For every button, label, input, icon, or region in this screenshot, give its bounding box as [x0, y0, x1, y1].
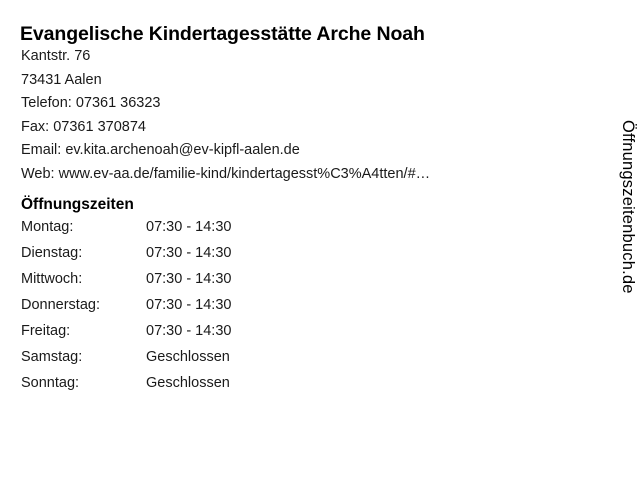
hours-value: Geschlossen: [146, 375, 230, 391]
opening-hours-heading: Öffnungszeiten: [21, 195, 134, 213]
hours-value: 07:30 - 14:30: [146, 219, 232, 235]
email-line[interactable]: Email: ev.kita.archenoah@ev-kipfl-aalen.de: [21, 142, 300, 158]
day-label: Sonntag:: [21, 375, 80, 391]
day-label: Samstag:: [21, 349, 83, 365]
hours-value: 07:30 - 14:30: [146, 297, 232, 313]
watermark-brand-label: Öffnungszeitenbuch.de: [619, 120, 637, 294]
website-line[interactable]: Web: www.ev-aa.de/familie-kind/kindertagesst%C3%A4tten/#…: [21, 165, 431, 182]
hours-value: 07:30 - 14:30: [146, 323, 232, 339]
table-row: [21, 370, 326, 396]
address-street: Kantstr. 76: [21, 48, 91, 64]
address-city: 73431 Aalen: [21, 71, 102, 88]
day-label: Freitag:: [21, 323, 71, 339]
phone-line: Telefon: 07361 36323: [21, 95, 161, 111]
day-label: Donnerstag:: [21, 297, 100, 313]
table-row: [21, 344, 326, 370]
table-row: [21, 214, 326, 240]
table-row: [21, 240, 326, 266]
table-row: [21, 266, 326, 292]
day-label: Mittwoch:: [21, 271, 83, 287]
opening-hours-table: [21, 214, 326, 396]
contact-details: [21, 45, 601, 186]
hours-value: Geschlossen: [146, 349, 230, 365]
fax-line: Fax: 07361 370874: [21, 118, 146, 135]
day-label: Montag:: [21, 219, 74, 235]
page-title: Evangelische Kindertagesstätte Arche Noah: [20, 23, 425, 46]
hours-value: 07:30 - 14:30: [146, 245, 232, 261]
day-label: Dienstag:: [21, 245, 83, 261]
hours-value: 07:30 - 14:30: [146, 271, 232, 287]
table-row: [21, 292, 326, 318]
table-row: [21, 318, 326, 344]
